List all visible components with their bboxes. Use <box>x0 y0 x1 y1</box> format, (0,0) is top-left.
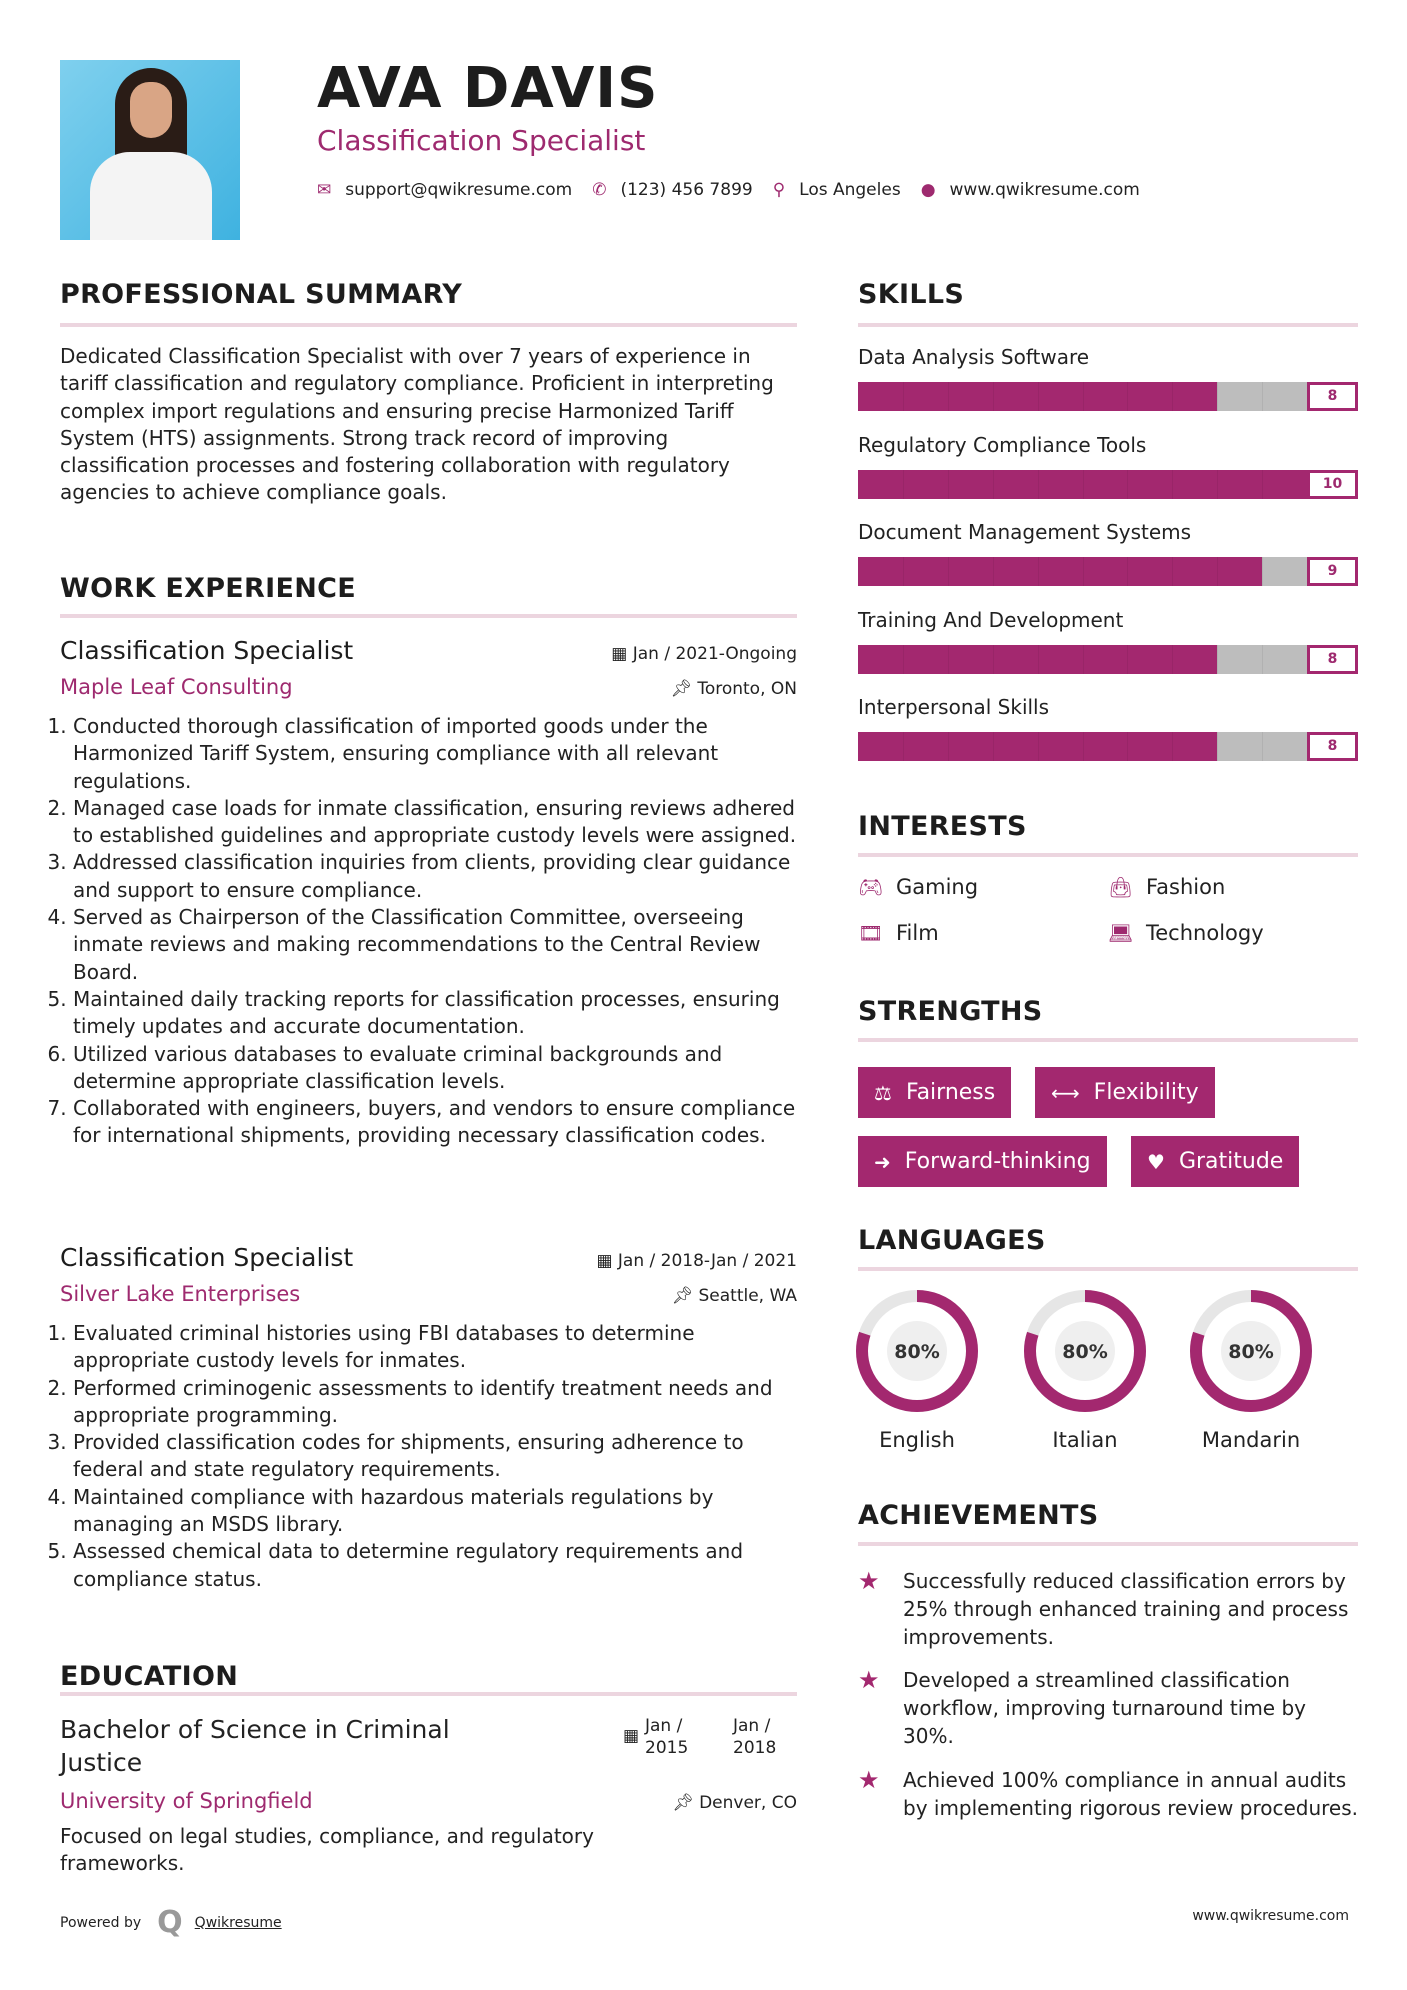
language-item <box>837 1288 997 1452</box>
skill-bar-segment <box>948 732 949 761</box>
skill-value: 8 <box>1307 732 1358 761</box>
school-name: University of Springfield <box>60 1789 313 1813</box>
phone-text: (123) 456 7899 <box>620 180 753 200</box>
skill-value: 10 <box>1307 470 1358 499</box>
skill-item <box>858 433 1358 521</box>
arrows-horizontal-icon: ⟷ <box>1051 1080 1080 1105</box>
skill-bar <box>858 645 1358 674</box>
skill-bar-segment <box>1262 557 1263 586</box>
list-item: 5. Maintained daily tracking reports for classification processes, ensuring timely updates and accurate documentation. <box>73 986 799 1041</box>
star-icon: ★ <box>858 1567 880 1595</box>
skill-bar <box>858 382 1358 411</box>
achievement-text: Developed a streamlined classification workflow, improving turnaround time by 30%. <box>903 1668 1306 1748</box>
divider <box>60 323 797 327</box>
section-heading-summary: PROFESSIONAL SUMMARY <box>60 279 463 310</box>
skill-name: Document Management Systems <box>858 520 1192 545</box>
achievement-item <box>858 1766 1358 1822</box>
strength-badge <box>1035 1067 1215 1118</box>
skill-bar-segment <box>1172 732 1173 761</box>
language-donut <box>1022 1288 1148 1414</box>
skill-bar-segment <box>903 732 904 761</box>
skill-bar-segment <box>1083 557 1084 586</box>
skill-bar-fill <box>858 557 1262 586</box>
skill-bar-segment <box>903 557 904 586</box>
skills-list <box>858 345 1358 783</box>
skill-bar-segment <box>993 732 994 761</box>
location-text: Los Angeles <box>799 180 901 200</box>
skill-bar-segment <box>903 382 904 411</box>
phone-icon: ✆ <box>592 180 607 200</box>
skill-value: 8 <box>1307 382 1358 411</box>
job-location <box>670 679 797 699</box>
section-heading-education: EDUCATION <box>60 1661 239 1692</box>
job-location-text: Seattle, WA <box>698 1286 797 1306</box>
education-description: Focused on legal studies, compliance, and regulatory frameworks. <box>60 1824 594 1876</box>
skill-bar-segment <box>993 645 994 674</box>
skill-bar-segment <box>993 382 994 411</box>
company-name: Maple Leaf Consulting <box>60 675 293 699</box>
company-name: Silver Lake Enterprises <box>60 1282 301 1306</box>
qwikresume-logo-icon: Q <box>157 1905 183 1940</box>
skill-bar-segment <box>948 645 949 674</box>
envelope-icon: ✉ <box>317 180 332 200</box>
list-item: 4. Served as Chairperson of the Classification Committee, overseeing inmate reviews and making recommendations to the Central Review Board. <box>73 904 799 986</box>
qwikresume-link[interactable]: Qwikresume <box>194 1914 282 1931</box>
pushpin-icon: 📌︎ <box>670 679 698 699</box>
job-entry <box>60 636 797 1150</box>
language-name: English <box>879 1428 955 1452</box>
skill-name: Data Analysis Software <box>858 345 1090 369</box>
email-link[interactable]: support@qwikresume.com <box>345 180 573 200</box>
divider <box>858 853 1358 857</box>
list-item: 1. Conducted thorough classification of imported goods under the Harmonized Tariff System, ensuring compliance with all relevant regulations. <box>73 713 799 795</box>
section-heading-experience: WORK EXPERIENCE <box>60 573 356 604</box>
language-percent: 80% <box>894 1341 940 1363</box>
globe-icon: ● <box>920 180 936 200</box>
section-heading-languages: LANGUAGES <box>858 1225 1046 1256</box>
skill-bar-segment <box>903 470 904 499</box>
skill-item <box>858 695 1358 783</box>
skill-bar-segment <box>1217 470 1218 499</box>
interest-item <box>858 921 939 945</box>
language-item <box>1171 1288 1331 1452</box>
skill-bar-segment <box>1262 382 1263 411</box>
calendar-icon: ▦ <box>622 1726 639 1746</box>
skill-bar-segment <box>1127 732 1128 761</box>
calendar-icon: ▦ <box>596 1251 618 1271</box>
interest-item <box>858 875 978 899</box>
language-donut <box>854 1288 980 1414</box>
footer-powered <box>60 1905 282 1940</box>
job-subheader <box>60 675 797 699</box>
skill-bar-segment <box>948 470 949 499</box>
job-location-text: Toronto, ON <box>697 679 797 699</box>
list-item: 5. Assessed chemical data to determine regulatory requirements and compliance status. <box>73 1538 799 1593</box>
skill-bar-segment <box>1038 645 1039 674</box>
job-location <box>672 1286 798 1306</box>
skill-value: 8 <box>1307 645 1358 674</box>
skill-bar-segment <box>1217 557 1218 586</box>
skill-bar-segment <box>948 557 949 586</box>
interest-label: Fashion <box>1146 875 1226 899</box>
interest-item <box>1108 875 1225 899</box>
skill-bar-segment <box>1038 557 1039 586</box>
education-entry <box>60 1713 797 1878</box>
job-header <box>60 636 797 665</box>
skill-bar-segment <box>1083 732 1084 761</box>
job-dates-text: Jan / 2021-Ongoing <box>632 644 797 664</box>
job-title: Classification Specialist <box>60 636 354 665</box>
skill-bar-segment <box>1262 470 1263 499</box>
shopping-bag-icon: 👜︎ <box>1108 875 1134 899</box>
skill-bar-segment <box>1172 645 1173 674</box>
strength-badge <box>1131 1136 1299 1187</box>
job-title: Classification Specialist <box>60 1243 354 1272</box>
language-name: Italian <box>1052 1428 1118 1452</box>
job-subheader <box>60 1282 797 1306</box>
star-icon: ★ <box>858 1666 880 1694</box>
heart-icon: ♥ <box>1147 1149 1165 1174</box>
job-bullets <box>54 1320 799 1593</box>
skill-bar-segment <box>1083 470 1084 499</box>
calendar-icon: ▦ <box>611 644 633 664</box>
skill-name: Interpersonal Skills <box>858 695 1050 720</box>
achievement-item <box>858 1666 1358 1750</box>
divider <box>858 1267 1358 1271</box>
language-name: Mandarin <box>1201 1428 1301 1452</box>
section-heading-achievements: ACHIEVEMENTS <box>858 1500 1099 1531</box>
skill-bar-segment <box>1217 732 1218 761</box>
divider <box>858 1038 1358 1042</box>
skill-bar-segment <box>1172 470 1173 499</box>
skill-bar-segment <box>1038 732 1039 761</box>
footer-website-link[interactable]: www.qwikresume.com <box>1192 1908 1349 1924</box>
strength-badge <box>858 1136 1107 1187</box>
skill-name: Regulatory Compliance Tools <box>858 432 1147 457</box>
map-pin-icon: ⚲ <box>772 180 786 200</box>
language-item <box>1005 1288 1165 1452</box>
job-entry <box>60 1243 797 1593</box>
list-item: 3. Provided classification codes for shipments, ensuring adherence to federal and state regulatory requirements. <box>73 1429 799 1484</box>
skill-bar-segment <box>993 470 994 499</box>
skill-bar-segment <box>948 382 949 411</box>
skill-bar-segment <box>1127 382 1128 411</box>
education-location: Denver, CO <box>699 1793 797 1813</box>
job-dates <box>611 644 797 664</box>
contact-row <box>317 180 1160 200</box>
achievement-text: Achieved 100% compliance in annual audits by implementing rigorous review procedures. <box>903 1768 1359 1820</box>
candidate-name: AVA DAVIS <box>317 56 659 121</box>
skill-item <box>858 608 1358 696</box>
gamepad-icon: 🎮︎ <box>858 875 884 899</box>
skill-bar-segment <box>1127 557 1128 586</box>
interest-item <box>1108 921 1264 945</box>
strength-label: Gratitude <box>1178 1149 1284 1174</box>
skill-bar-segment <box>1127 470 1128 499</box>
candidate-title: Classification Specialist <box>317 124 646 157</box>
interest-label: Film <box>896 921 939 945</box>
interest-label: Technology <box>1146 921 1264 945</box>
skill-bar-segment <box>903 645 904 674</box>
skill-bar-segment <box>1038 470 1039 499</box>
section-heading-interests: INTERESTS <box>858 811 1027 842</box>
skill-name: Training And Development <box>858 607 1124 632</box>
skill-bar-segment <box>993 557 994 586</box>
degree-title: Bachelor of Science in Criminal Justice <box>60 1715 450 1777</box>
skill-bar <box>858 557 1358 586</box>
website-link[interactable]: www.qwikresume.com <box>949 180 1140 200</box>
strength-label: Fairness <box>905 1080 996 1105</box>
language-percent: 80% <box>1062 1341 1108 1363</box>
skill-bar-segment <box>1172 557 1173 586</box>
divider <box>858 1542 1358 1546</box>
achievement-text: Successfully reduced classification errors by 25% through enhanced training and process improvements. <box>903 1569 1349 1649</box>
list-item: 2. Performed criminogenic assessments to identify treatment needs and appropriate programming. <box>73 1375 799 1430</box>
powered-by-text: Powered by <box>60 1914 142 1931</box>
job-bullets <box>54 713 799 1150</box>
job-header <box>60 1243 797 1272</box>
profile-photo <box>60 60 240 240</box>
job-dates-text: Jan / 2018-Jan / 2021 <box>617 1251 797 1271</box>
skill-bar <box>858 470 1358 499</box>
strength-label: Forward-thinking <box>904 1149 1091 1174</box>
section-heading-strengths: STRENGTHS <box>858 996 1043 1027</box>
achievement-item <box>858 1567 1358 1651</box>
skill-bar-segment <box>1083 382 1084 411</box>
list-item: 2. Managed case loads for inmate classification, ensuring reviews adhered to established guidelines and appropriate custody levels were assigned. <box>73 795 799 850</box>
summary-text: Dedicated Classification Specialist with over 7 years of experience in tariff classification and regulatory compliance. Proficient in interpreting complex import regulations and ensuring precise Harmonized Tariff System (HTS) assignments. Strong track record of improving classification processes and fostering collaboration with regulatory agencies to achieve compliance goals. <box>60 344 774 505</box>
balance-scale-icon: ⚖ <box>874 1080 892 1105</box>
skill-value: 9 <box>1307 557 1358 586</box>
star-icon: ★ <box>858 1766 880 1794</box>
divider <box>858 323 1358 327</box>
section-heading-skills: SKILLS <box>858 279 965 310</box>
skill-bar-segment <box>1038 382 1039 411</box>
list-item: 4. Maintained compliance with hazardous materials regulations by managing an MSDS library. <box>73 1484 799 1539</box>
skill-item <box>858 520 1358 608</box>
divider <box>60 1692 797 1696</box>
skill-bar-segment <box>1127 645 1128 674</box>
skill-bar-segment <box>1262 732 1263 761</box>
job-dates <box>596 1251 797 1271</box>
divider <box>60 614 797 618</box>
skill-bar-segment <box>1217 382 1218 411</box>
skill-bar-segment <box>1172 382 1173 411</box>
education-end: Jan / 2018 <box>733 1716 777 1758</box>
list-item: 1. Evaluated criminal histories using FBI databases to determine appropriate custody levels for inmates. <box>73 1320 799 1375</box>
pushpin-icon: 📌︎ <box>672 1793 700 1813</box>
list-item: 3. Addressed classification inquiries from clients, providing clear guidance and support to ensure compliance. <box>73 849 799 904</box>
interest-label: Gaming <box>896 875 979 899</box>
skill-bar-segment <box>1083 645 1084 674</box>
pushpin-icon: 📌︎ <box>671 1286 699 1306</box>
language-percent: 80% <box>1228 1341 1274 1363</box>
education-start: Jan / 2015 <box>645 1716 689 1758</box>
strength-label: Flexibility <box>1093 1080 1199 1105</box>
skill-bar-segment <box>1262 645 1263 674</box>
list-item: 6. Utilized various databases to evaluate criminal backgrounds and determine appropriate classification levels. <box>73 1041 799 1096</box>
skill-bar <box>858 732 1358 761</box>
film-icon: 🎞︎ <box>858 921 884 945</box>
strength-badge <box>858 1067 1011 1118</box>
skill-bar-segment <box>1217 645 1218 674</box>
language-donut <box>1188 1288 1314 1414</box>
laptop-icon: 💻︎ <box>1108 921 1134 945</box>
skill-bar-fill <box>858 470 1358 499</box>
skill-item <box>858 345 1358 433</box>
arrow-right-icon: ➜ <box>874 1149 891 1174</box>
list-item: 7. Collaborated with engineers, buyers, and vendors to ensure compliance for international shipments, providing necessary classification codes. <box>73 1095 799 1150</box>
